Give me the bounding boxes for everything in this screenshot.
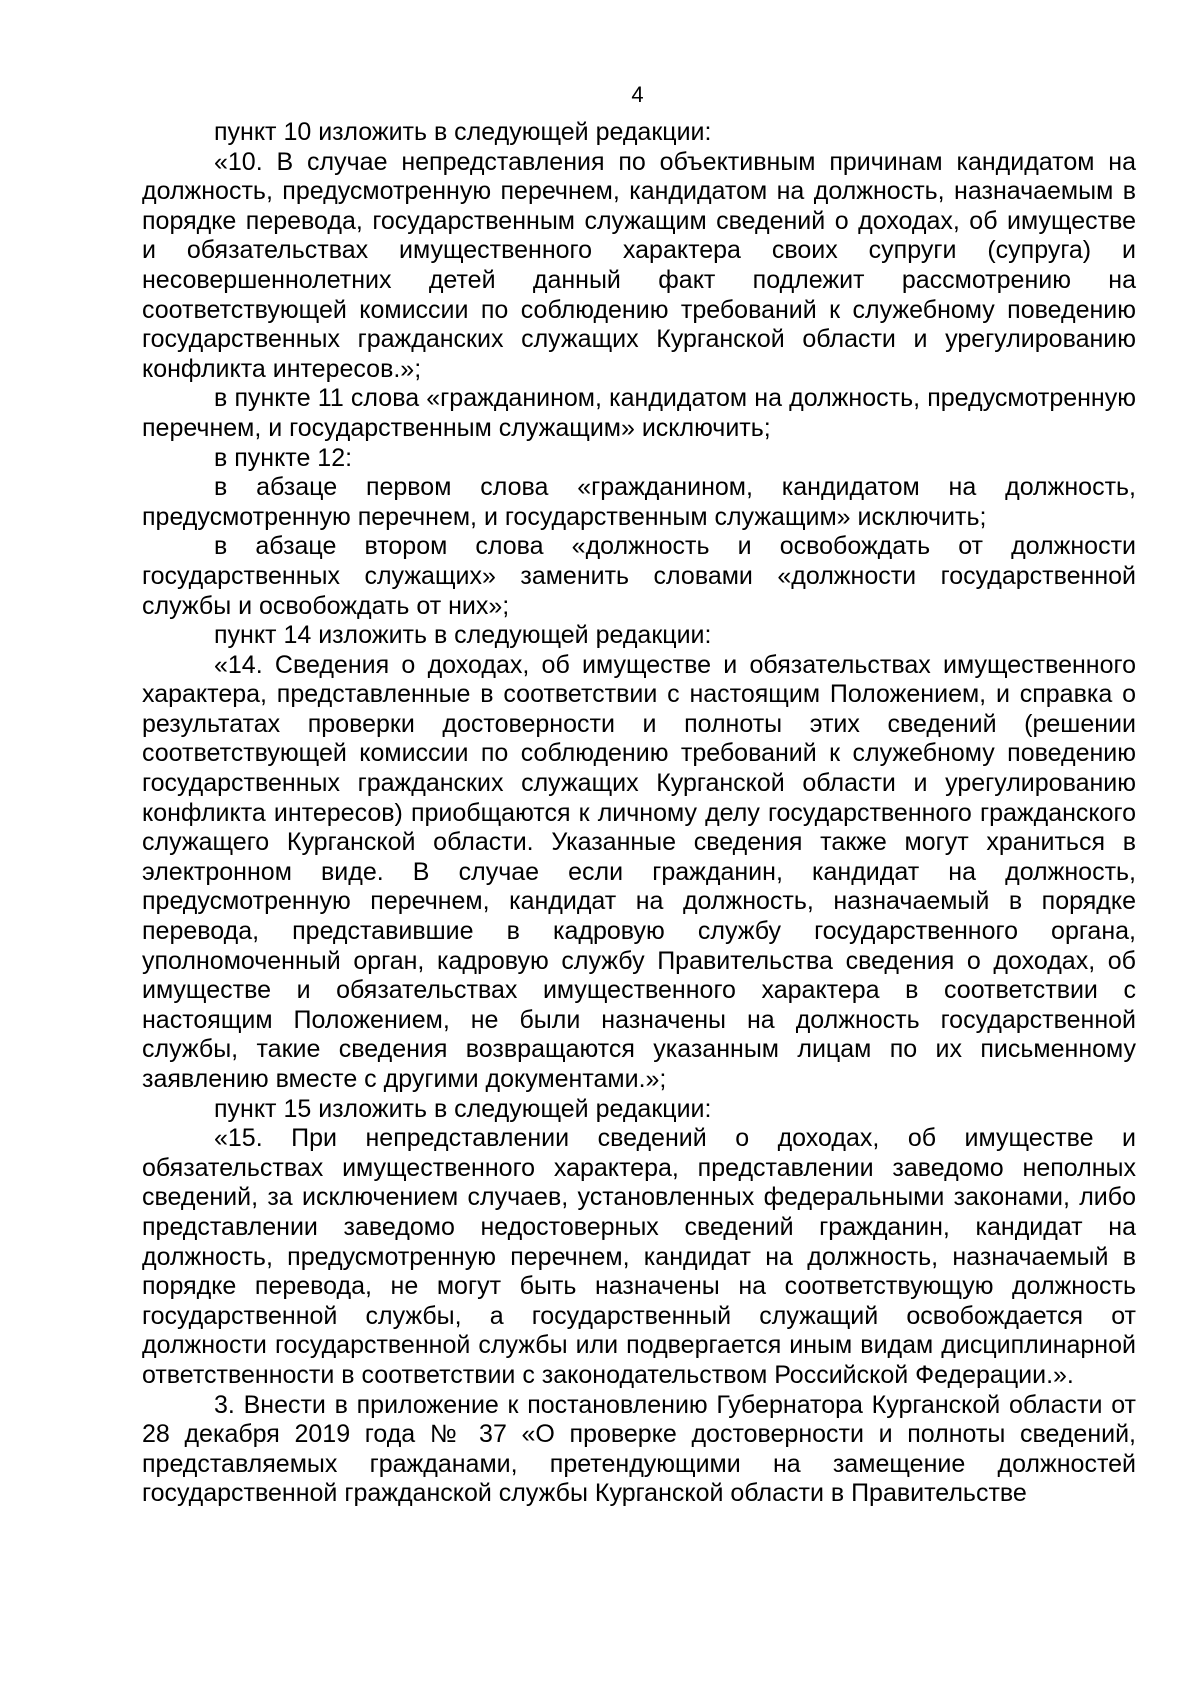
paragraph-section-3: 3. Внести в приложение к постановлению Губернатора Курганской области от 28 декабря 2019 года № 37 «О проверке достоверности и полноты сведений, представляемых гражданами, претендующими на замещение должностей государственной гражданской службы Курганской области в Правительстве <box>142 1390 1136 1508</box>
paragraph-item-15-heading: пункт 15 изложить в следующей редакции: <box>214 1094 712 1123</box>
paragraph-item-12-second-abzac: в абзаце втором слова «должность и освобождать от должности государственных служащих» заменить словами «должности государственной службы и освобождать от них»; <box>142 532 1136 620</box>
paragraph-item-10-heading: пункт 10 изложить в следующей редакции: <box>214 118 712 146</box>
paragraph-item-11: в пункте 11 слова «гражданином, кандидатом на должность, предусмотренную перечнем, и государственным служащим» исключить; <box>142 384 1136 442</box>
paragraph-item-14-heading: пункт 14 изложить в следующей редакции: <box>214 621 712 650</box>
paragraph-item-15-text: «15. При непредставлении сведений о доходах, об имуществе и обязательствах имущественного характера, представлении заведомо неполных сведений, за исключением случаев, установленных федеральными законами, либо представлении заведомо недостоверных сведений гражданин, кандидат на должность, предусмотренную перечнем, кандидат на должность, назначаемый в порядке перевода, не могут быть назначены на соответствующую должность государственной службы, а государственный служащий освобождается от должности государственной службы или подвергается иным видам дисциплинарной ответственности в соответствии с законодательством Российской Федерации.». <box>142 1124 1136 1389</box>
paragraph-item-14-text: «14. Сведения о доходах, об имуществе и обязательствах имущественного характера, представленные в соответствии с настоящим Положением, и справка о результатах проверки достоверности и полноты этих сведений (решении соответствующей комиссии по соблюдению требований к служебному поведению государственных гражданских служащих Курганской области и урегулированию конфликта интересов) приобщаются к личному делу государственного гражданского служащего Курганской области. Указанные сведения также могут храниться в электронном виде. В случае если гражданин, кандидат на должность, предусмотренную перечнем, кандидат на должность, назначаемый в порядке перевода, представившие в кадровую службу государственного органа, уполномоченный орган, кадровую службу Правительства сведения о доходах, об имуществе и обязательствах имущественного характера в соответствии с настоящим Положением, не были назначены на должность государственной службы, такие сведения возвращаются указанным лицам по их письменному заявлению вместе с другими документами.»; <box>142 650 1136 1093</box>
page-number: 4 <box>631 82 644 107</box>
paragraph-item-12-first-abzac: в абзаце первом слова «гражданином, кандидатом на должность, предусмотренную перечнем, и государственным служащим» исключить; <box>142 473 1136 531</box>
paragraph-item-12-heading: в пункте 12: <box>214 443 353 472</box>
paragraph-item-10-text: «10. В случае непредставления по объективным причинам кандидатом на должность, предусмотренную перечнем, кандидатом на должность, назначаемым в порядке перевода, государственным служащим сведений о доходах, об имуществе и обязательствах имущественного характера своих супруги (супруга) и несовершеннолетних детей данный факт подлежит рассмотрению на соответствующей комиссии по соблюдению требований к служебному поведению государственных гражданских служащих Курганской области и урегулированию конфликта интересов.»; <box>142 147 1136 383</box>
document-body <box>142 118 1136 1509</box>
